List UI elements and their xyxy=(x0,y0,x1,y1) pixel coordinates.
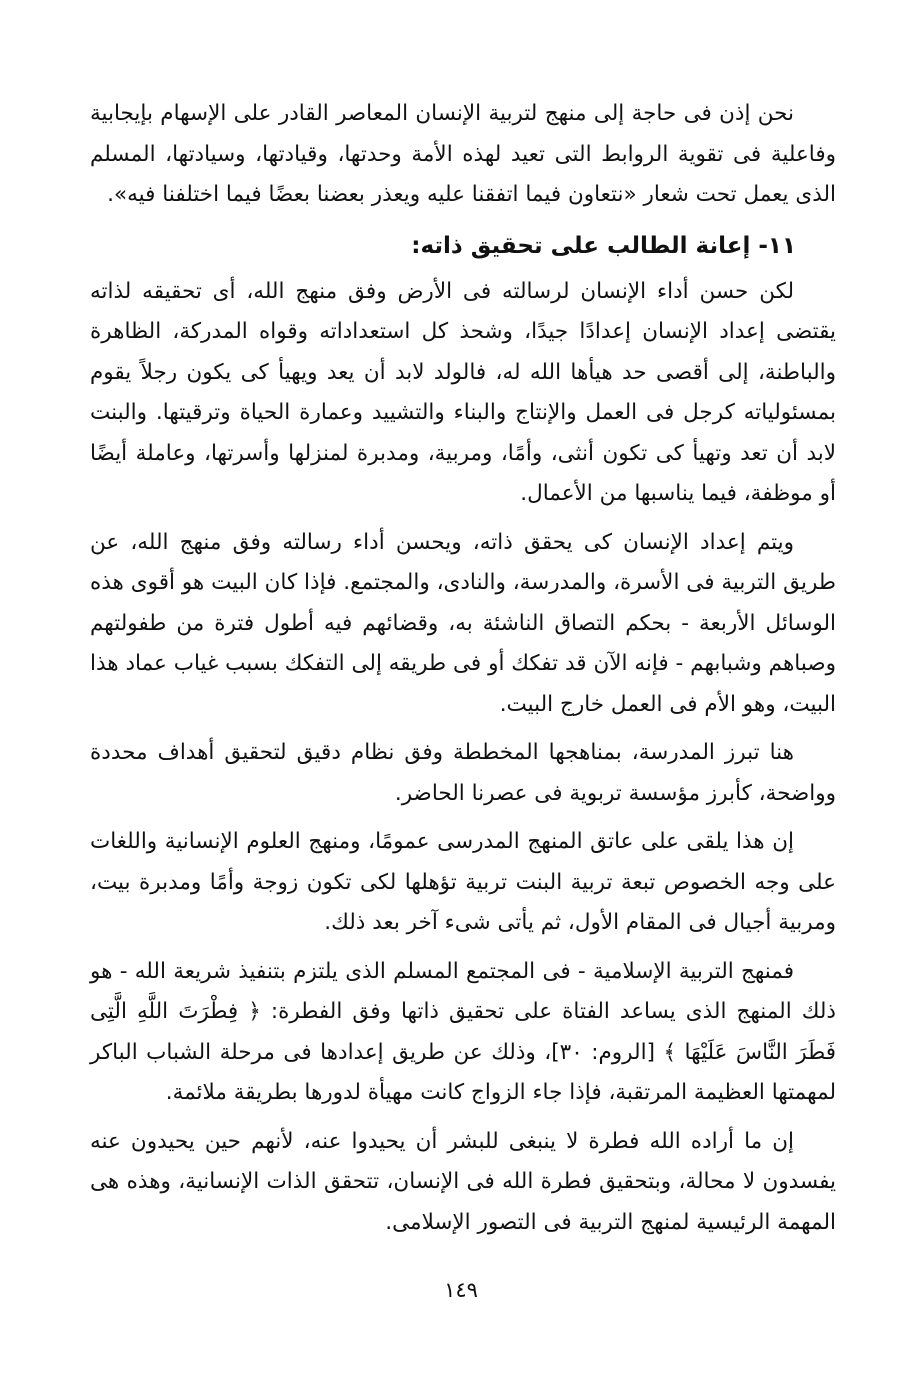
paragraph: إن هذا يلقى على عاتق المنهج المدرسى عمومًا، ومنهج العلوم الإنسانية واللغات على وجه الخصوص تبعة تربية البنت تربية تؤهلها لكى تكون زوجة وأمًا ومدبرة بيت، ومربية أجيال فى المقام الأول، ثم يأتى شىء آخر بعد ذلك. xyxy=(90,829,836,935)
page-body xyxy=(90,94,836,1243)
paragraph: فمنهج التربية الإسلامية - فى المجتمع المسلم الذى يلتزم بتنفيذ شريعة الله - هو ذلك المنهج الذى يساعد الفتاة على تحقيق ذاتها وفق الفطرة: ﴿ فِطْرَتَ اللَّهِ الَّتِى فَطَرَ النَّاسَ عَلَيْهَا ﴾ [الروم: ٣٠]، وذلك عن طريق إعدادها فى مرحلة الشباب الباكر لمهمتها العظيمة المرتقبة، فإذا جاء الزواج كانت مهيأة لدورها بطريقة ملائمة. xyxy=(90,958,836,1105)
page-number: ١٤٩ xyxy=(444,1278,478,1302)
paragraph: إن ما أراده الله فطرة لا ينبغى للبشر أن يحيدوا عنه، لأنهم حين يحيدون عنه يفسدون لا محالة، وبتحقيق فطرة الله فى الإنسان، تتحقق الذات الإنسانية، وهذه هى المهمة الرئيسية لمنهج التربية فى التصور الإسلامى. xyxy=(90,1128,836,1235)
paragraph: هنا تبرز المدرسة، بمناهجها المخططة وفق نظام دقيق لتحقيق أهداف محددة وواضحة، كأبرز مؤسسة تربوية فى عصرنا الحاضر. xyxy=(90,740,836,806)
paragraph: ويتم إعداد الإنسان كى يحقق ذاته، ويحسن أداء رسالته وفق منهج الله، عن طريق التربية فى الأسرة، والمدرسة، والنادى، والمجتمع. فإذا كان البيت هو أقوى هذه الوسائل الأربعة - بحكم التصاق الناشئة به، وقضائهم فيه أطول فترة من طفولتهم وصباهم وشبابهم - فإنه الآن قد تفكك أو فى طريقه إلى التفكك بسبب غياب عماد هذا البيت، وهو الأم فى العمل خارج البيت. xyxy=(90,529,836,717)
paragraph: لكن حسن أداء الإنسان لرسالته فى الأرض وفق منهج الله، أى تحقيقه لذاته يقتضى إعداد الإنسان إعدادًا جيدًا، وشحذ كل استعداداته وقواه المدركة، الظاهرة والباطنة، إلى أقصى حد هيأها الله له، فالولد لابد أن يعد ويهيأ كى يكون رجلاً يقوم بمسئولياته كرجل فى العمل والإنتاج والبناء والتشييد وعمارة الحياة وترقيتها. والبنت لابد أن تعد وتهيأ كى تكون أنثى، وأمًا، ومربية، ومدبرة لمنزلها وأسرتها، وعاملة أيضًا أو موظفة، فيما يناسبها من الأعمال. xyxy=(90,278,836,506)
intro-paragraph: نحن إذن فى حاجة إلى منهج لتربية الإنسان المعاصر القادر على الإسهام بإيجابية وفاعلية فى تقوية الروابط التى تعيد لهذه الأمة وحدتها، وقيادتها، وسيادتها، المسلم الذى يعمل تحت شعار «نتعاون فيما اتفقنا عليه ويعذر بعضنا بعضًا فيما اختلفنا فيه». xyxy=(90,101,836,207)
section-heading: ١١- إعانة الطالب على تحقيق ذاته: xyxy=(411,232,796,259)
